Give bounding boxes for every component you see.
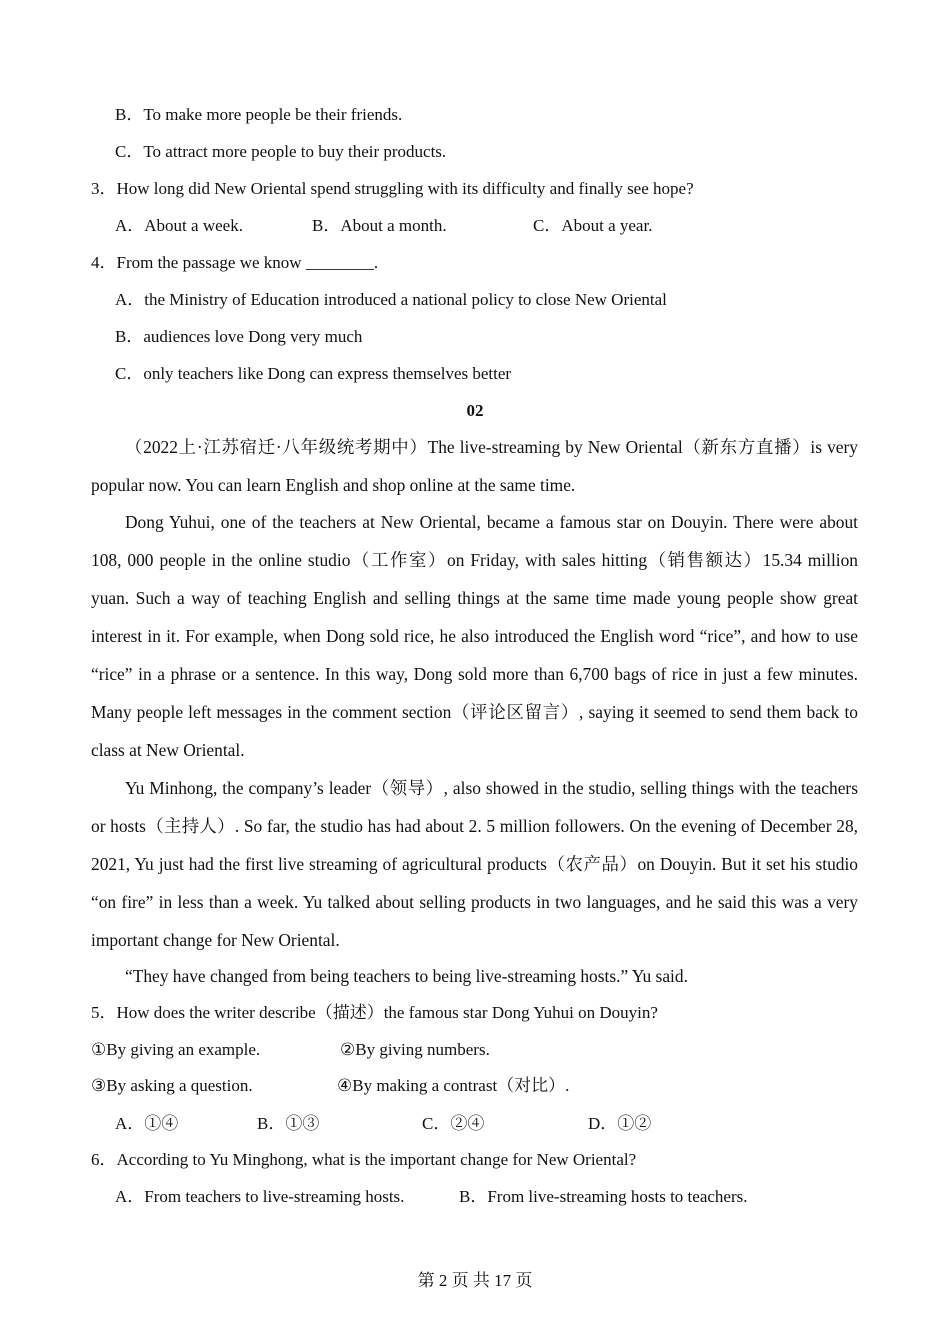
q5-stem: 5．How does the writer describe（描述）the famous star Dong Yuhui on Douyin?: [91, 1003, 658, 1022]
q6-stem: 6．According to Yu Minghong, what is the important change for New Oriental?: [91, 1150, 637, 1169]
passage-p2-text: Dong Yuhui, one of the teachers at New Oriental, became a famous star on Douyin. There were about 108, 000 people in the online studio（工作室）on Friday, with sales hitting（销售额达）15.34 million yuan. Such a way of teaching English and selling things at the same time made young people show great interest in it. For example, when Dong sold rice, he also introduced the English word “rice”, and how to use “rice” in a phrase or a sentence. In this way, Dong sold more than 6,700 bags of rice in just a few minutes. Many people left messages in the comment section（评论区留言）, saying it seemed to send them back to class at New Oriental.: [91, 512, 858, 760]
passage-p4-text: “They have changed from being teachers to being live-streaming hosts.” Yu said.: [125, 966, 688, 986]
q5-option-c: C．②④: [422, 1114, 485, 1133]
passage-paragraph-1: [91, 428, 858, 504]
q4-option-a: A．the Ministry of Education introduced a national policy to close New Oriental: [115, 290, 667, 309]
q5-option-a: A．①④: [115, 1114, 179, 1133]
q5-statement-1: ①By giving an example.: [91, 1040, 261, 1059]
passage-p1-text: （2022上·江苏宿迁·八年级统考期中）The live-streaming by New Oriental（新东方直播）is very popular now. You can learn English and shop online at the same time.: [91, 437, 858, 495]
q5-statement-4: ④By making a contrast（对比）.: [337, 1076, 570, 1095]
q4-option-c: C．only teachers like Dong can express themselves better: [115, 364, 512, 383]
q4-option-b: B．audiences love Dong very much: [115, 327, 363, 346]
q3-option-c: C．About a year.: [533, 216, 653, 235]
q6-option-b: B．From live-streaming hosts to teachers.: [459, 1187, 748, 1206]
q3-stem: 3．How long did New Oriental spend struggling with its difficulty and finally see hope?: [91, 179, 694, 198]
q4-stem: 4．From the passage we know ________.: [91, 253, 379, 272]
page-footer: 第 2 页 共 17 页: [417, 1271, 533, 1290]
q2-option-c: C．To attract more people to buy their products.: [115, 142, 447, 161]
q3-option-b: B．About a month.: [312, 216, 447, 235]
q5-statement-3: ③By asking a question.: [91, 1076, 253, 1095]
passage-paragraph-2: [91, 503, 858, 769]
q3-option-a: A．About a week.: [115, 216, 243, 235]
passage-p3-text: Yu Minhong, the company’s leader（领导）, also showed in the studio, selling things with the teachers or hosts（主持人）. So far, the studio has had about 2. 5 million followers. On the evening of December 28, 2021, Yu just had the first live streaming of agricultural products（农产品）on Douyin. But it set his studio “on fire” in less than a week. Yu talked about selling products in two languages, and he said this was a very important change for New Oriental.: [91, 778, 858, 950]
q2-option-b: B．To make more people be their friends.: [115, 105, 403, 124]
passage-paragraph-3: [91, 769, 858, 959]
q5-option-d: D．①②: [588, 1114, 652, 1133]
q5-statement-2: ②By giving numbers.: [340, 1040, 490, 1059]
section-number: 02: [466, 401, 484, 420]
passage-paragraph-4: [91, 957, 858, 995]
q5-option-b: B．①③: [257, 1114, 320, 1133]
q6-option-a: A．From teachers to live-streaming hosts.: [115, 1187, 405, 1206]
